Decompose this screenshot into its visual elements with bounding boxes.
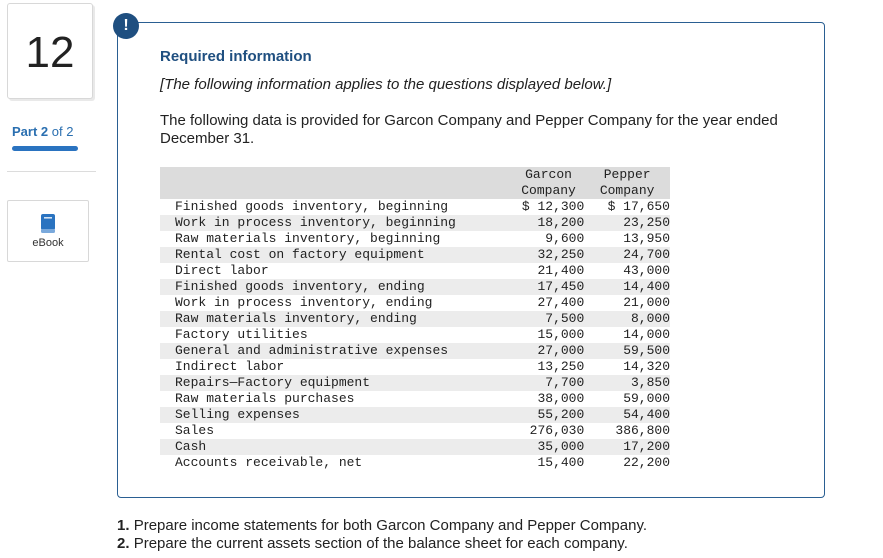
ebook-button[interactable] [7, 200, 89, 262]
row-label: Accounts receivable, net [160, 455, 513, 471]
row-label: Cash [160, 439, 513, 455]
table-row [160, 375, 670, 391]
row-pepper-value: 17,200 [584, 439, 670, 455]
question-item [117, 517, 647, 535]
row-garcon-value: 38,000 [513, 391, 584, 407]
row-pepper-value: 43,000 [584, 263, 670, 279]
intro-text: The following data is provided for Garcon Company and Pepper Company for the year ended December 31. [160, 112, 778, 147]
row-label: Raw materials purchases [160, 391, 513, 407]
row-label: Raw materials inventory, ending [160, 311, 513, 327]
required-info-title: Required information [160, 48, 312, 65]
row-pepper-value: 8,000 [584, 311, 670, 327]
part-total: 2 [66, 124, 74, 139]
part-progress-bar [12, 146, 78, 151]
row-pepper-value: 22,200 [584, 455, 670, 471]
row-pepper-value: 59,500 [584, 343, 670, 359]
row-label: Rental cost on factory equipment [160, 247, 513, 263]
row-pepper-value: 23,250 [584, 215, 670, 231]
row-label: Work in process inventory, beginning [160, 215, 513, 231]
table-row [160, 327, 670, 343]
table-row [160, 215, 670, 231]
row-pepper-value: 386,800 [584, 423, 670, 439]
row-garcon-value: 9,600 [513, 231, 584, 247]
row-garcon-value: 7,500 [513, 311, 584, 327]
part-indicator[interactable] [12, 124, 73, 139]
row-garcon-value: 55,200 [513, 407, 584, 423]
table-row [160, 295, 670, 311]
row-label: Finished goods inventory, ending [160, 279, 513, 295]
row-pepper-value: 14,400 [584, 279, 670, 295]
row-pepper-value: 24,700 [584, 247, 670, 263]
table-row [160, 263, 670, 279]
question-item [117, 535, 647, 553]
table-row [160, 199, 670, 215]
table-row [160, 407, 670, 423]
row-garcon-value: 21,400 [513, 263, 584, 279]
row-pepper-value: $ 17,650 [584, 199, 670, 215]
table-row [160, 423, 670, 439]
row-garcon-value: 7,700 [513, 375, 584, 391]
table-row [160, 231, 670, 247]
part-label: Part [12, 124, 38, 139]
header-pepper: Pepper Company [584, 167, 670, 199]
row-pepper-value: 14,320 [584, 359, 670, 375]
row-label: Factory utilities [160, 327, 513, 343]
row-pepper-value: 13,950 [584, 231, 670, 247]
row-label: Finished goods inventory, beginning [160, 199, 513, 215]
row-label: Repairs—Factory equipment [160, 375, 513, 391]
row-label: Indirect labor [160, 359, 513, 375]
row-label: Selling expenses [160, 407, 513, 423]
row-garcon-value: 15,000 [513, 327, 584, 343]
book-icon [40, 214, 56, 233]
table-row [160, 455, 670, 471]
rail-divider [7, 171, 96, 172]
question-number-card [7, 3, 93, 99]
row-garcon-value: 27,400 [513, 295, 584, 311]
table-row [160, 311, 670, 327]
row-garcon-value: 13,250 [513, 359, 584, 375]
table-row [160, 343, 670, 359]
row-garcon-value: $ 12,300 [513, 199, 584, 215]
header-label-col [160, 167, 513, 199]
row-garcon-value: 35,000 [513, 439, 584, 455]
ebook-label: eBook [32, 237, 64, 249]
question-text: Prepare the current assets section of the balance sheet for each company. [133, 535, 628, 552]
question-num: 2. [117, 535, 130, 552]
question-num: 1. [117, 517, 130, 534]
company-data-table [160, 167, 670, 471]
row-pepper-value: 54,400 [584, 407, 670, 423]
row-pepper-value: 21,000 [584, 295, 670, 311]
table-row [160, 359, 670, 375]
row-label: Work in process inventory, ending [160, 295, 513, 311]
table-header-row [160, 167, 670, 199]
row-garcon-value: 15,400 [513, 455, 584, 471]
row-garcon-value: 27,000 [513, 343, 584, 359]
question-text: Prepare income statements for both Garcon Company and Pepper Company. [133, 517, 648, 534]
row-garcon-value: 17,450 [513, 279, 584, 295]
row-garcon-value: 32,250 [513, 247, 584, 263]
exclamation-icon: ! [113, 13, 139, 39]
row-garcon-value: 276,030 [513, 423, 584, 439]
row-label: Sales [160, 423, 513, 439]
table-row [160, 391, 670, 407]
part-of-label: of [51, 124, 63, 139]
row-label: Direct labor [160, 263, 513, 279]
row-garcon-value: 18,200 [513, 215, 584, 231]
table-row [160, 439, 670, 455]
applies-note: [The following information applies to the questions displayed below.] [160, 76, 612, 93]
table-row [160, 279, 670, 295]
header-garcon: Garcon Company [513, 167, 584, 199]
questions-list [117, 517, 647, 553]
part-current: 2 [40, 124, 49, 139]
row-pepper-value: 3,850 [584, 375, 670, 391]
table-row [160, 247, 670, 263]
row-pepper-value: 14,000 [584, 327, 670, 343]
question-number: 12 [25, 28, 75, 77]
row-pepper-value: 59,000 [584, 391, 670, 407]
row-label: Raw materials inventory, beginning [160, 231, 513, 247]
row-label: General and administrative expenses [160, 343, 513, 359]
